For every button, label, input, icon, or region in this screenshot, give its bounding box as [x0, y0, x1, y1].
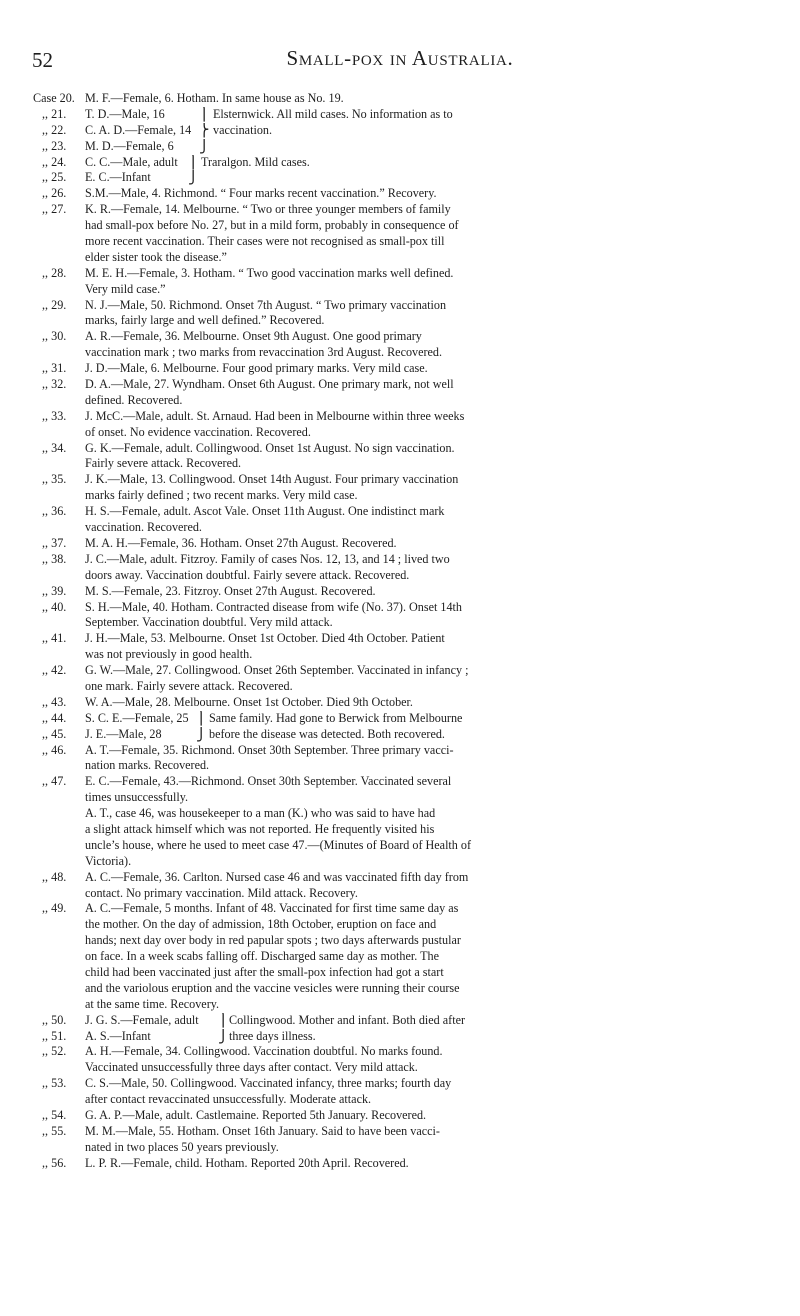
case-first-line — [33, 139, 773, 155]
ditto-mark: ,, — [42, 377, 49, 392]
case-entry — [33, 1156, 773, 1172]
case-continuation-line — [33, 933, 773, 949]
case-entry — [33, 901, 773, 1012]
case-prefix — [33, 170, 85, 186]
case-prefix — [33, 901, 85, 917]
ditto-mark: ,, — [42, 774, 49, 789]
case-text: S.M.—Male, 4. Richmond. “ Four marks recent vaccination.” Recovery. — [85, 186, 437, 201]
case-continuation-line — [33, 647, 773, 663]
case-text: M. S.—Female, 23. Fitzroy. Onset 27th August. Recovered. — [85, 583, 376, 598]
case-prefix — [33, 186, 85, 202]
case-text: September. Vaccination doubtful. Very mild attack. — [85, 615, 333, 630]
case-label: Case — [33, 91, 57, 105]
case-prefix — [33, 1108, 85, 1124]
case-prefix — [33, 695, 85, 711]
case-first-line — [33, 695, 773, 711]
case-continuation-line — [33, 615, 773, 631]
case-prefix — [33, 504, 85, 520]
ditto-mark: ,, — [42, 186, 49, 201]
ditto-mark: ,, — [42, 551, 49, 566]
case-text: J. C.—Male, adult. Fitzroy. Family of cases Nos. 12, 13, and 14 ; lived two — [85, 551, 450, 566]
group-note: Elsternwick. All mild cases. No information as to — [213, 106, 453, 121]
case-first-line — [33, 1076, 773, 1092]
case-prefix — [33, 107, 85, 123]
case-first-line — [33, 600, 773, 616]
case-entry — [33, 743, 773, 775]
case-number: 33. — [51, 408, 67, 423]
case-first-line — [33, 170, 773, 186]
ditto-mark: ,, — [42, 408, 49, 423]
case-text: Very mild case.” — [85, 281, 166, 296]
case-text: J. G. S.—Female, adult — [85, 1012, 199, 1027]
case-prefix — [33, 536, 85, 552]
case-continuation-line — [33, 393, 773, 409]
case-entry — [33, 409, 773, 441]
case-prefix — [33, 377, 85, 393]
case-first-line — [33, 107, 773, 123]
ditto-mark: ,, — [42, 726, 49, 741]
case-number: 31. — [51, 361, 67, 376]
case-text: C. S.—Male, 50. Collingwood. Vaccinated infancy, three marks; fourth day — [85, 1076, 452, 1091]
ditto-mark: ,, — [42, 472, 49, 487]
case-text: A. H.—Female, 34. Collingwood. Vaccination doubtful. No marks found. — [85, 1044, 443, 1059]
case-text: N. J.—Male, 50. Richmond. Onset 7th August. “ Two primary vaccination — [85, 297, 447, 312]
ditto-mark: ,, — [42, 106, 49, 121]
case-entry — [33, 266, 773, 298]
ditto-mark: ,, — [42, 1076, 49, 1091]
case-prefix — [33, 91, 85, 107]
case-text: at the same time. Recovery. — [85, 996, 220, 1011]
case-prefix — [33, 472, 85, 488]
case-continuation-line — [33, 806, 773, 822]
brace-mark: ⎭ — [196, 726, 207, 742]
case-text: G. W.—Male, 27. Collingwood. Onset 26th September. Vaccinated in infancy ; — [85, 663, 469, 678]
case-first-line — [33, 266, 773, 282]
case-number: 28. — [51, 265, 67, 280]
case-prefix — [33, 727, 85, 743]
case-text: T. D.—Male, 16 — [85, 106, 165, 121]
case-prefix — [33, 1076, 85, 1092]
case-text: on face. In a week scabs falling off. Discharged same day as mother. The — [85, 949, 439, 964]
case-entry — [33, 774, 773, 869]
case-entry — [33, 536, 773, 552]
case-continuation-line — [33, 282, 773, 298]
brace-mark: ⎭ — [218, 1028, 229, 1044]
ditto-mark: ,, — [42, 742, 49, 757]
case-prefix — [33, 663, 85, 679]
case-first-line — [33, 536, 773, 552]
case-first-line — [33, 1044, 773, 1060]
case-text: A. C.—Female, 36. Carlton. Nursed case 46 and was vaccinated fifth day from — [85, 869, 469, 884]
ditto-mark: ,, — [42, 265, 49, 280]
ditto-mark: ,, — [42, 901, 49, 916]
brace-mark: ⎫ — [188, 154, 199, 170]
case-text: defined. Recovered. — [85, 392, 183, 407]
case-continuation-line — [33, 1092, 773, 1108]
case-first-line — [33, 504, 773, 520]
case-text: uncle’s house, where he used to meet case 47.—(Minutes of Board of Health of — [85, 837, 472, 852]
case-number: 34. — [51, 440, 67, 455]
case-first-line — [33, 1156, 773, 1172]
group-note: vaccination. — [213, 122, 272, 137]
case-number: 50. — [51, 1012, 67, 1027]
case-text: vaccination mark ; two marks from revaccination 3rd August. Recovered. — [85, 345, 443, 360]
case-text: M. M.—Male, 55. Hotham. Onset 16th January. Said to have been vacci- — [85, 1123, 440, 1138]
case-continuation-line — [33, 822, 773, 838]
case-text: Victoria). — [85, 853, 132, 868]
case-entry — [33, 329, 773, 361]
brace-mark: ⎫ — [199, 106, 210, 122]
case-first-line — [33, 155, 773, 171]
ditto-mark: ,, — [42, 504, 49, 519]
case-number: 56. — [51, 1155, 67, 1170]
case-continuation-line — [33, 1060, 773, 1076]
case-entry — [33, 631, 773, 663]
case-prefix — [33, 870, 85, 886]
group-note: Same family. Had gone to Berwick from Melbourne — [209, 710, 463, 725]
case-text: J. E.—Male, 28 — [85, 726, 162, 741]
ditto-mark: ,, — [42, 663, 49, 678]
case-text: M. A. H.—Female, 36. Hotham. Onset 27th August. Recovered. — [85, 535, 397, 550]
case-first-line — [33, 361, 773, 377]
case-text: marks, fairly large and well defined.” Recovered. — [85, 313, 325, 328]
case-first-line — [33, 441, 773, 457]
case-continuation-line — [33, 488, 773, 504]
case-number: 46. — [51, 742, 67, 757]
case-entry — [33, 472, 773, 504]
case-number: 38. — [51, 551, 67, 566]
ditto-mark: ,, — [42, 170, 49, 185]
ditto-mark: ,, — [42, 599, 49, 614]
case-prefix — [33, 361, 85, 377]
case-text: A. S.—Infant — [85, 1028, 151, 1043]
case-first-line — [33, 329, 773, 345]
case-text: times unsuccessfully. — [85, 790, 189, 805]
ditto-mark: ,, — [42, 202, 49, 217]
case-number: 22. — [51, 122, 67, 137]
case-text: hands; next day over body in red papular spots ; two days afterwards pustular — [85, 933, 461, 948]
group-note: before the disease was detected. Both recovered. — [209, 726, 445, 741]
case-entry — [33, 663, 773, 695]
case-continuation-line — [33, 854, 773, 870]
case-prefix — [33, 631, 85, 647]
case-number: 42. — [51, 663, 67, 678]
case-first-line — [33, 631, 773, 647]
case-entry — [33, 1076, 773, 1108]
ditto-mark: ,, — [42, 361, 49, 376]
case-continuation-line — [33, 949, 773, 965]
case-text: M. F.—Female, 6. Hotham. In same house as No. 19. — [85, 91, 344, 105]
case-text: and the variolous eruption and the vaccine vesicles were running their course — [85, 980, 460, 995]
case-group-elsternwick — [33, 107, 773, 155]
case-prefix — [33, 743, 85, 759]
group-note: three days illness. — [229, 1028, 316, 1043]
case-entry — [33, 361, 773, 377]
ditto-mark: ,, — [42, 297, 49, 312]
case-continuation-line — [33, 981, 773, 997]
case-entry — [33, 1124, 773, 1156]
case-text: S. C. E.—Female, 25 — [85, 710, 189, 725]
case-entry — [33, 377, 773, 409]
brace-mark: ⎭ — [188, 170, 199, 186]
ditto-mark: ,, — [42, 138, 49, 153]
group-note: Traralgon. Mild cases. — [201, 154, 310, 169]
case-first-line — [33, 727, 773, 743]
case-text: more recent vaccination. Their cases were not recognised as small-pox till — [85, 234, 445, 249]
running-head: Small-pox in Australia. — [286, 46, 514, 70]
case-first-line — [33, 202, 773, 218]
case-prefix — [33, 202, 85, 218]
case-number: 25. — [51, 170, 67, 185]
case-text: W. A.—Male, 28. Melbourne. Onset 1st October. Died 9th October. — [85, 694, 413, 709]
case-continuation-line — [33, 520, 773, 536]
case-number: 39. — [51, 583, 67, 598]
ditto-mark: ,, — [42, 869, 49, 884]
case-entry — [33, 695, 773, 711]
case-prefix — [33, 329, 85, 345]
case-prefix — [33, 409, 85, 425]
case-text: A. R.—Female, 36. Melbourne. Onset 9th August. One good primary — [85, 329, 422, 344]
case-number: 26. — [51, 186, 67, 201]
case-text: C. A. D.—Female, 14 — [85, 122, 192, 137]
case-text: the mother. On the day of admission, 18th October, eruption on face and — [85, 917, 437, 932]
case-text: had small-pox before No. 27, but in a mild form, probably in consequence of — [85, 218, 459, 233]
case-first-line — [33, 186, 773, 202]
case-first-line — [33, 552, 773, 568]
case-text: A. C.—Female, 5 months. Infant of 48. Vaccinated for first time same day as — [85, 901, 459, 916]
case-prefix — [33, 1044, 85, 1060]
case-text: G. K.—Female, adult. Collingwood. Onset 1st August. No sign vaccination. — [85, 440, 455, 455]
case-continuation-line — [33, 568, 773, 584]
ditto-mark: ,, — [42, 1123, 49, 1138]
case-continuation-line — [33, 250, 773, 266]
case-number: 40. — [51, 599, 67, 614]
case-text: one mark. Fairly severe attack. Recovered. — [85, 678, 293, 693]
case-prefix — [33, 155, 85, 171]
case-text: after contact revaccinated unsuccessfully. Moderate attack. — [85, 1092, 372, 1107]
ditto-mark: ,, — [42, 1012, 49, 1027]
case-first-line — [33, 870, 773, 886]
case-text: A. T., case 46, was housekeeper to a man (K.) who was said to have had — [85, 806, 436, 821]
case-text: H. S.—Female, adult. Ascot Vale. Onset 11th August. One indistinct mark — [85, 504, 445, 519]
case-prefix — [33, 123, 85, 139]
case-text: doors away. Vaccination doubtful. Fairly severe attack. Recovered. — [85, 567, 410, 582]
case-first-line — [33, 409, 773, 425]
case-prefix — [33, 139, 85, 155]
case-number: 29. — [51, 297, 67, 312]
case-text: was not previously in good health. — [85, 647, 253, 662]
case-continuation-line — [33, 1140, 773, 1156]
case-entry — [33, 186, 773, 202]
case-prefix — [33, 584, 85, 600]
case-continuation-line — [33, 917, 773, 933]
case-text: S. H.—Male, 40. Hotham. Contracted disease from wife (No. 37). Onset 14th — [85, 599, 462, 614]
case-number: 45. — [51, 726, 67, 741]
case-entry — [33, 1044, 773, 1076]
ditto-mark: ,, — [42, 631, 49, 646]
case-text: child had been vaccinated just after the small-pox infection had got a start — [85, 964, 444, 979]
case-text: nated in two places 50 years previously. — [85, 1139, 279, 1154]
case-continuation-line — [33, 838, 773, 854]
ditto-mark: ,, — [42, 535, 49, 550]
case-prefix — [33, 774, 85, 790]
case-group-collingwood_pair — [33, 1013, 773, 1045]
case-prefix — [33, 1156, 85, 1172]
case-prefix — [33, 1124, 85, 1140]
case-text: G. A. P.—Male, adult. Castlemaine. Reported 5th January. Recovered. — [85, 1108, 427, 1122]
case-number: 30. — [51, 329, 67, 344]
ditto-mark: ,, — [42, 710, 49, 725]
case-continuation-line — [33, 218, 773, 234]
case-text: Fairly severe attack. Recovered. — [85, 456, 242, 471]
case-continuation-line — [33, 679, 773, 695]
case-number: 27. — [51, 202, 67, 217]
page-number: 52 — [32, 48, 53, 72]
case-entry — [33, 91, 773, 107]
case-entry — [33, 441, 773, 473]
case-continuation-line — [33, 456, 773, 472]
case-prefix — [33, 1029, 85, 1045]
case-number: 44. — [51, 710, 67, 725]
case-first-line — [33, 123, 773, 139]
case-prefix — [33, 266, 85, 282]
case-text: L. P. R.—Female, child. Hotham. Reported 20th April. Recovered. — [85, 1155, 409, 1170]
case-text: E. C.—Female, 43.—Richmond. Onset 30th September. Vaccinated several — [85, 774, 452, 789]
case-prefix — [33, 298, 85, 314]
case-number: 48. — [51, 869, 67, 884]
case-number: 47. — [51, 774, 67, 789]
case-first-line — [33, 298, 773, 314]
case-first-line — [33, 1108, 773, 1124]
ditto-mark: ,, — [42, 1155, 49, 1170]
case-entry — [33, 552, 773, 584]
case-text: D. A.—Male, 27. Wyndham. Onset 6th August. One primary mark, not well — [85, 377, 454, 392]
case-entry — [33, 1108, 773, 1124]
case-first-line — [33, 743, 773, 759]
case-number: 32. — [51, 377, 67, 392]
case-number: 49. — [51, 901, 67, 916]
case-prefix — [33, 600, 85, 616]
case-first-line — [33, 711, 773, 727]
case-group-traralgon — [33, 155, 773, 187]
case-continuation-line — [33, 345, 773, 361]
case-prefix — [33, 711, 85, 727]
ditto-mark: ,, — [42, 154, 49, 169]
brace-mark: ⎫ — [218, 1012, 229, 1028]
case-first-line — [33, 91, 773, 107]
case-entry — [33, 298, 773, 330]
case-text: elder sister took the disease.” — [85, 249, 227, 264]
brace-mark: ⎭ — [199, 138, 210, 154]
case-text: M. D.—Female, 6 — [85, 138, 174, 153]
case-number: 37. — [51, 535, 67, 550]
case-number: 41. — [51, 631, 67, 646]
case-entry — [33, 600, 773, 632]
case-entry — [33, 870, 773, 902]
case-text: E. C.—Infant — [85, 170, 151, 185]
case-first-line — [33, 1124, 773, 1140]
ditto-mark: ,, — [42, 1044, 49, 1059]
case-continuation-line — [33, 965, 773, 981]
case-text: K. R.—Female, 14. Melbourne. “ Two or three younger members of family — [85, 202, 451, 217]
case-text: of onset. No evidence vaccination. Recovered. — [85, 424, 311, 439]
case-text: J. D.—Male, 6. Melbourne. Four good primary marks. Very mild case. — [85, 361, 428, 376]
case-list — [33, 91, 773, 1172]
ditto-mark: ,, — [42, 694, 49, 709]
case-number: 53. — [51, 1076, 67, 1091]
case-text: M. E. H.—Female, 3. Hotham. “ Two good vaccination marks well defined. — [85, 265, 454, 280]
case-first-line — [33, 472, 773, 488]
ditto-mark: ,, — [42, 122, 49, 137]
case-prefix — [33, 441, 85, 457]
case-number: 55. — [51, 1123, 67, 1138]
ditto-mark: ,, — [42, 329, 49, 344]
group-note: Collingwood. Mother and infant. Both died after — [229, 1012, 466, 1027]
case-number: 24. — [51, 154, 67, 169]
case-number: 52. — [51, 1044, 67, 1059]
case-entry — [33, 504, 773, 536]
case-first-line — [33, 1013, 773, 1029]
case-continuation-line — [33, 790, 773, 806]
brace-mark: ⎬ — [199, 122, 210, 138]
case-number: 35. — [51, 472, 67, 487]
ditto-mark: ,, — [42, 1108, 49, 1122]
case-text: vaccination. Recovered. — [85, 520, 202, 535]
ditto-mark: ,, — [42, 1028, 49, 1043]
case-text: J. K.—Male, 13. Collingwood. Onset 14th August. Four primary vaccination — [85, 472, 459, 487]
case-first-line — [33, 663, 773, 679]
case-number: 20. — [59, 91, 75, 105]
case-number: 43. — [51, 694, 67, 709]
case-number: 21. — [51, 106, 67, 121]
case-number: 54. — [51, 1108, 67, 1122]
case-number: 23. — [51, 138, 67, 153]
case-text: a slight attack himself which was not reported. He frequently visited his — [85, 821, 435, 836]
case-first-line — [33, 1029, 773, 1045]
case-text: J. McC.—Male, adult. St. Arnaud. Had been in Melbourne within three weeks — [85, 408, 465, 423]
case-first-line — [33, 584, 773, 600]
case-continuation-line — [33, 886, 773, 902]
case-text: J. H.—Male, 53. Melbourne. Onset 1st October. Died 4th October. Patient — [85, 631, 445, 646]
case-text: marks fairly defined ; two recent marks. Very mild case. — [85, 488, 358, 503]
case-prefix — [33, 552, 85, 568]
case-text: C. C.—Male, adult — [85, 154, 178, 169]
brace-mark: ⎫ — [196, 710, 207, 726]
case-entry — [33, 202, 773, 266]
case-text: contact. No primary vaccination. Mild attack. Recovery. — [85, 885, 358, 900]
case-number: 51. — [51, 1028, 67, 1043]
case-number: 36. — [51, 504, 67, 519]
case-prefix — [33, 1013, 85, 1029]
ditto-mark: ,, — [42, 583, 49, 598]
case-text: nation marks. Recovered. — [85, 758, 210, 773]
case-continuation-line — [33, 313, 773, 329]
case-continuation-line — [33, 425, 773, 441]
case-group-same_family — [33, 711, 773, 743]
case-continuation-line — [33, 234, 773, 250]
case-text: A. T.—Female, 35. Richmond. Onset 30th September. Three primary vacci- — [85, 742, 454, 757]
case-text: Vaccinated unsuccessfully three days after contact. Very mild attack. — [85, 1060, 418, 1075]
case-first-line — [33, 377, 773, 393]
case-first-line — [33, 901, 773, 917]
case-first-line — [33, 774, 773, 790]
ditto-mark: ,, — [42, 440, 49, 455]
case-continuation-line — [33, 758, 773, 774]
case-entry — [33, 584, 773, 600]
case-continuation-line — [33, 997, 773, 1013]
